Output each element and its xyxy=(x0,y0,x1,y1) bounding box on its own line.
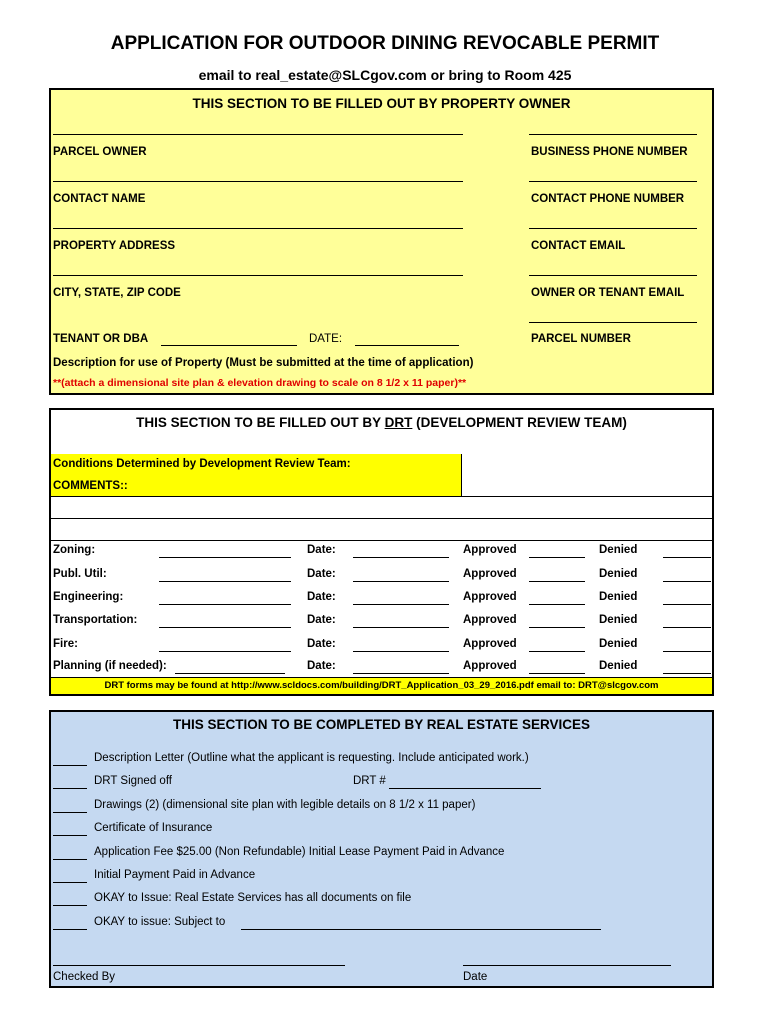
owner-section-heading: THIS SECTION TO BE FILLED OUT BY PROPERTY OWNER xyxy=(192,96,571,111)
res-checkbox-blank[interactable] xyxy=(53,765,87,766)
drt-row-date-field[interactable] xyxy=(353,673,449,674)
page-title: APPLICATION FOR OUTDOOR DINING REVOCABLE PERMIT xyxy=(110,33,660,54)
property-address-label: PROPERTY ADDRESS xyxy=(53,240,176,252)
drt-row-approved-field[interactable] xyxy=(529,581,585,582)
city-state-zip-label: CITY, STATE, ZIP CODE xyxy=(53,287,181,299)
drt-row-date-label: Date: xyxy=(307,568,336,580)
drt-row-approved-label: Approved xyxy=(463,568,517,580)
page-subtitle: email to real_estate@SLCgov.com or bring to Room 425 xyxy=(198,67,572,83)
property-address-field[interactable] xyxy=(53,228,463,229)
property-owner-section xyxy=(49,88,714,395)
contact-email-label: CONTACT EMAIL xyxy=(531,240,626,252)
res-checklist-item: OKAY to Issue: Real Estate Services has all documents on file xyxy=(94,892,412,905)
drt-row-approved-label: Approved xyxy=(463,614,517,626)
checked-date-field[interactable] xyxy=(463,965,671,966)
drt-row-denied-field[interactable] xyxy=(663,604,711,605)
drt-row-denied-field[interactable] xyxy=(663,581,711,582)
owner-tenant-email-label: OWNER OR TENANT EMAIL xyxy=(531,287,685,299)
comments-line-3[interactable] xyxy=(51,540,712,541)
drt-row-reviewer-field[interactable] xyxy=(159,604,291,605)
drt-row-date-field[interactable] xyxy=(353,604,449,605)
res-checkbox-blank[interactable] xyxy=(53,788,87,789)
drt-row-reviewer-field[interactable] xyxy=(159,557,291,558)
res-checkbox-blank[interactable] xyxy=(53,905,87,906)
tenant-dba-label: TENANT OR DBA xyxy=(53,333,149,345)
drt-row-date-label: Date: xyxy=(307,614,336,626)
drt-row-label: Engineering: xyxy=(53,591,124,603)
drt-row-denied-field[interactable] xyxy=(663,627,711,628)
city-state-zip-field[interactable] xyxy=(53,275,463,276)
res-checklist-item: Certificate of Insurance xyxy=(94,822,213,835)
res-checkbox-blank[interactable] xyxy=(53,835,87,836)
checked-by-field[interactable] xyxy=(53,965,345,966)
comments-line-2[interactable] xyxy=(51,518,712,519)
drt-row-date-label: Date: xyxy=(307,591,336,603)
drt-row-approved-label: Approved xyxy=(463,544,517,556)
parcel-number-field[interactable] xyxy=(529,322,697,323)
drt-row-denied-field[interactable] xyxy=(663,557,711,558)
drt-row-approved-field[interactable] xyxy=(529,673,585,674)
attach-note: **(attach a dimensional site plan & elevation drawing to scale on 8 1/2 x 11 paper)** xyxy=(53,377,467,389)
drt-row-date-field[interactable] xyxy=(353,627,449,628)
drt-row-approved-label: Approved xyxy=(463,638,517,650)
res-section-heading: THIS SECTION TO BE COMPLETED BY REAL ESTATE SERVICES xyxy=(172,717,591,732)
drt-number-field[interactable] xyxy=(389,788,541,789)
owner-tenant-email-field[interactable] xyxy=(529,275,697,276)
drt-footer: DRT forms may be found at http://www.scldocs.com/building/DRT_Application_03_29_2016.pdf email to: DRT@slcgov.com xyxy=(51,677,712,694)
res-checklist-item: Drawings (2) (dimensional site plan with legible details on 8 1/2 x 11 paper) xyxy=(94,798,476,811)
drt-row-label: Zoning: xyxy=(53,544,96,556)
drt-row-approved-field[interactable] xyxy=(529,604,585,605)
res-checkbox-blank[interactable] xyxy=(53,929,87,930)
description-label: Description for use of Property (Must be submitted at the time of application) xyxy=(53,357,474,369)
drt-row-label: Planning (if needed): xyxy=(53,660,167,672)
drt-row-date-field[interactable] xyxy=(353,651,449,652)
drt-row-reviewer-field[interactable] xyxy=(159,581,291,582)
res-checkbox-blank[interactable] xyxy=(53,812,87,813)
drt-row-date-label: Date: xyxy=(307,544,336,556)
contact-name-label: CONTACT NAME xyxy=(53,193,146,205)
drt-section-heading: THIS SECTION TO BE FILLED OUT BY DRT (DEVELOPMENT REVIEW TEAM) xyxy=(136,415,627,430)
drt-row-approved-label: Approved xyxy=(463,660,517,672)
subject-to-field[interactable] xyxy=(241,929,601,930)
contact-email-field[interactable] xyxy=(529,228,697,229)
drt-row-date-field[interactable] xyxy=(353,581,449,582)
res-checkbox-blank[interactable] xyxy=(53,859,87,860)
real-estate-services-section xyxy=(49,710,714,988)
contact-name-field[interactable] xyxy=(53,181,463,182)
checked-by-label: Checked By xyxy=(53,971,116,983)
drt-row-denied-label: Denied xyxy=(599,544,638,556)
business-phone-field[interactable] xyxy=(529,134,697,135)
drt-row-denied-field[interactable] xyxy=(663,673,711,674)
comments-line-1[interactable] xyxy=(51,496,712,497)
drt-row-denied-field[interactable] xyxy=(663,651,711,652)
conditions-label: Conditions Determined by Development Review Team: xyxy=(53,458,351,470)
contact-phone-label: CONTACT PHONE NUMBER xyxy=(531,193,685,205)
parcel-owner-label: PARCEL OWNER xyxy=(53,146,147,158)
drt-row-date-field[interactable] xyxy=(353,557,449,558)
drt-section xyxy=(49,408,714,696)
drt-row-reviewer-field[interactable] xyxy=(159,627,291,628)
drt-row-denied-label: Denied xyxy=(599,568,638,580)
res-checklist-item: DRT Signed off xyxy=(94,775,172,788)
owner-date-field[interactable] xyxy=(355,345,459,346)
checked-date-label: Date xyxy=(463,971,488,983)
drt-row-denied-label: Denied xyxy=(599,660,638,672)
res-checkbox-blank[interactable] xyxy=(53,882,87,883)
res-checklist-item: Description Letter (Outline what the applicant is requesting. Include anticipated work.) xyxy=(94,752,529,764)
drt-row-label: Transportation: xyxy=(53,614,138,626)
contact-phone-field[interactable] xyxy=(529,181,697,182)
drt-row-label: Fire: xyxy=(53,638,78,650)
drt-row-denied-label: Denied xyxy=(599,638,638,650)
parcel-number-label: PARCEL NUMBER xyxy=(531,333,631,345)
drt-row-denied-label: Denied xyxy=(599,614,638,626)
drt-number-label: DRT # xyxy=(353,775,386,788)
res-checklist-item: Initial Payment Paid in Advance xyxy=(94,869,256,881)
drt-row-approved-field[interactable] xyxy=(529,627,585,628)
drt-row-reviewer-field[interactable] xyxy=(175,673,285,674)
drt-row-date-label: Date: xyxy=(307,660,336,672)
comments-label: COMMENTS:: xyxy=(53,480,128,492)
res-checklist-item: OKAY to issue: Subject to xyxy=(94,915,226,928)
tenant-dba-field[interactable] xyxy=(161,345,297,346)
business-phone-label: BUSINESS PHONE NUMBER xyxy=(531,146,688,158)
drt-row-label: Publ. Util: xyxy=(53,568,107,580)
owner-date-label: DATE: xyxy=(309,333,343,345)
drt-row-reviewer-field[interactable] xyxy=(159,651,291,652)
drt-row-approved-label: Approved xyxy=(463,591,517,603)
drt-row-approved-field[interactable] xyxy=(529,557,585,558)
drt-row-date-label: Date: xyxy=(307,638,336,650)
drt-row-denied-label: Denied xyxy=(599,591,638,603)
parcel-owner-field[interactable] xyxy=(53,134,463,135)
drt-row-approved-field[interactable] xyxy=(529,651,585,652)
res-checklist-item: Application Fee $25.00 (Non Refundable) Initial Lease Payment Paid in Advance xyxy=(94,845,505,858)
